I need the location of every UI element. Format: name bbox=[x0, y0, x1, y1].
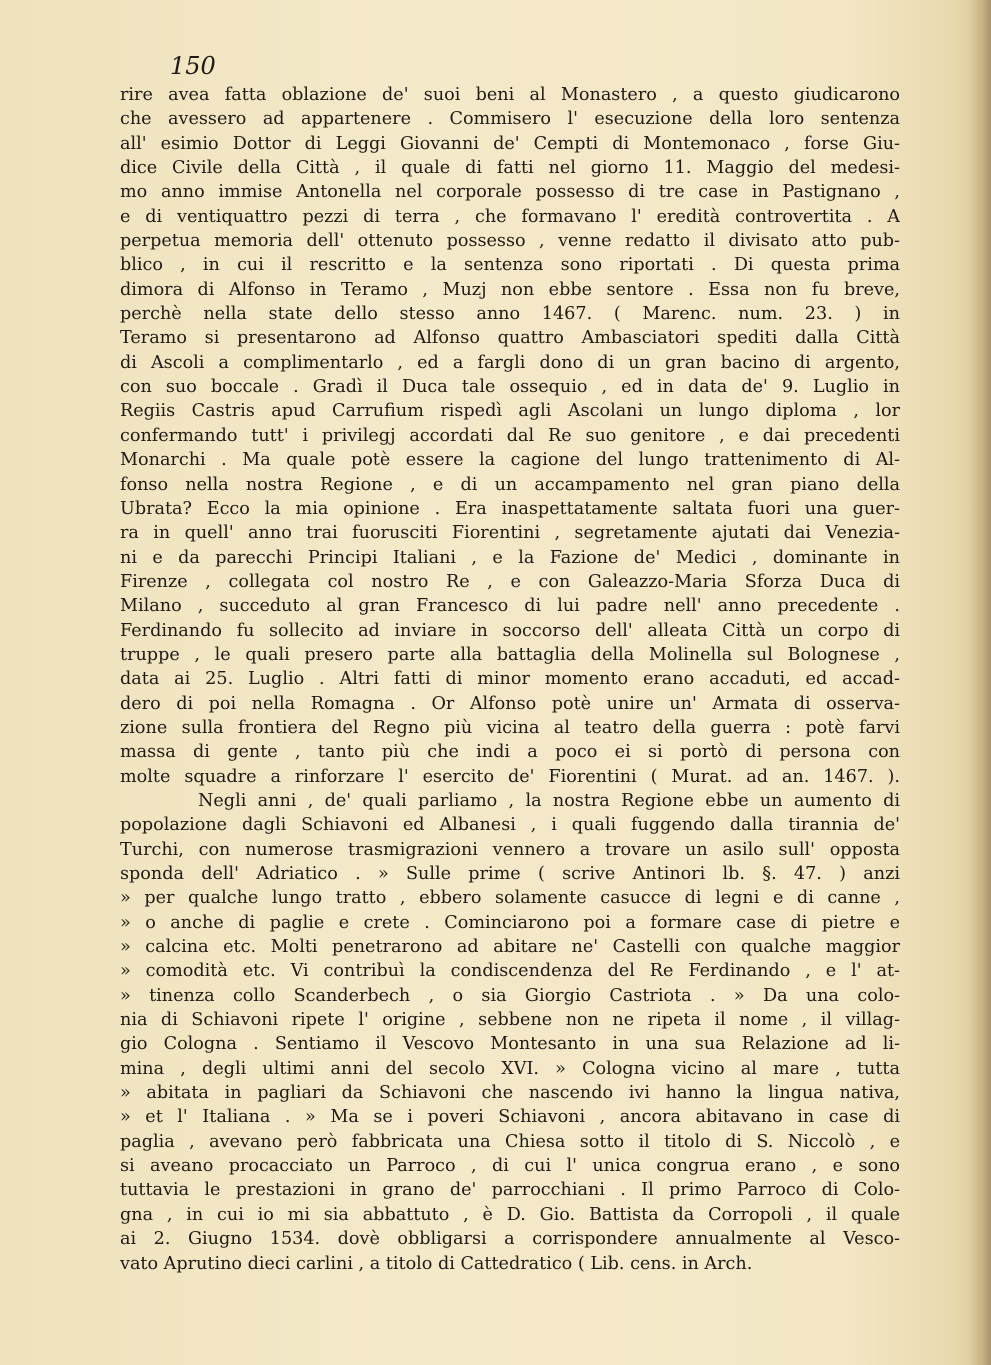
text-line: all' esimio Dottor di Leggi Giovanni de' Cempti di Montemonaco , forse Giu- bbox=[120, 133, 900, 154]
text-line: perchè nella state dello stesso anno 1467. ( Marenc. num. 23. ) in bbox=[120, 304, 900, 325]
text-line: Firenze , collegata col nostro Re , e con Galeazzo-Maria Sforza Duca di bbox=[120, 571, 900, 592]
text-line: » calcina etc. Molti penetrarono ad abitare ne' Castelli con qualche maggior bbox=[120, 937, 900, 958]
text-line: e di ventiquattro pezzi di terra , che formavano l' eredità controvertita . A bbox=[120, 206, 900, 227]
text-line: che avessero ad appartenere . Commisero l' esecuzione della loro sentenza bbox=[120, 109, 900, 130]
text-line: gna , in cui io mi sia abbattuto , è D. Gio. Battista da Corropoli , il quale bbox=[120, 1204, 900, 1225]
text-line: mo anno immise Antonella nel corporale possesso di tre case in Pastignano , bbox=[120, 182, 900, 203]
text-line: con suo boccale . Gradì il Duca tale ossequio , ed in data de' 9. Luglio in bbox=[120, 377, 900, 398]
text-line: molte squadre a rinforzare l' esercito de' Fiorentini ( Murat. ad an. 1467. ). bbox=[120, 766, 900, 787]
text-line: » tinenza collo Scanderbech , o sia Giorgio Castriota . » Da una colo- bbox=[120, 985, 900, 1006]
page-edge-shadow bbox=[969, 0, 991, 1365]
body-text bbox=[120, 83, 900, 1276]
text-line: Regiis Castris apud Carrufium rispedì agli Ascolani un lungo diploma , lor bbox=[120, 401, 900, 422]
text-line: mina , degli ultimi anni del secolo XVI. » Cologna vicino al mare , tutta bbox=[120, 1058, 900, 1079]
text-line: Ubrata? Ecco la mia opinione . Era inaspettatamente saltata fuori una guer- bbox=[120, 498, 900, 519]
text-line: ni e da parecchi Principi Italiani , e la Fazione de' Medici , dominante in bbox=[120, 547, 900, 568]
text-line: popolazione dagli Schiavoni ed Albanesi , i quali fuggendo dalla tirannia de' bbox=[120, 815, 900, 836]
paragraph-first-line: Negli anni , de' quali parliamo , la nostra Regione ebbe un aumento di bbox=[198, 790, 900, 811]
text-line: dimora di Alfonso in Teramo , Muzj non ebbe sentore . Essa non fu breve, bbox=[120, 279, 900, 300]
text-line: Turchi, con numerose trasmigrazioni vennero a trovare un asilo sull' opposta bbox=[120, 839, 900, 860]
text-line: di Ascoli a complimentarlo , ed a fargli dono di un gran bacino di argento, bbox=[120, 352, 900, 373]
text-line: si aveano procacciato un Parroco , di cui l' unica congrua erano , e sono bbox=[120, 1156, 900, 1177]
text-line: Teramo si presentarono ad Alfonso quattro Ambasciatori spediti dalla Città bbox=[120, 328, 900, 349]
text-line: » abitata in pagliari da Schiavoni che nascendo ivi hanno la lingua nativa, bbox=[120, 1083, 900, 1104]
text-line: fonso nella nostra Regione , e di un accampamento nel gran piano della bbox=[120, 474, 900, 495]
text-line: » comodità etc. Vi contribuì la condiscendenza del Re Ferdinando , e l' at- bbox=[120, 961, 900, 982]
text-line: » et l' Italiana . » Ma se i poveri Schiavoni , ancora abitavano in case di bbox=[120, 1107, 900, 1128]
text-line: truppe , le quali presero parte alla battaglia della Molinella sul Bolognese , bbox=[120, 644, 900, 665]
text-line: rire avea fatta oblazione de' suoi beni al Monastero , a questo giudicarono bbox=[120, 85, 900, 105]
text-line: data ai 25. Luglio . Altri fatti di minor momento erano accaduti, ed accad- bbox=[120, 669, 900, 690]
text-line: paglia , avevano però fabbricata una Chiesa sotto il titolo di S. Niccolò , e bbox=[120, 1131, 900, 1152]
text-line: perpetua memoria dell' ottenuto possesso , venne redatto il divisato atto pub- bbox=[120, 231, 900, 252]
text-line: » o anche di paglie e crete . Cominciarono poi a formare case di pietre e bbox=[120, 912, 900, 933]
text-line: » per qualche lungo tratto , ebbero solamente casucce di legni e di canne , bbox=[120, 888, 900, 909]
text-line: Monarchi . Ma quale potè essere la cagione del lungo trattenimento di Al- bbox=[120, 450, 900, 471]
text-line: confermando tutt' i privilegj accordati dal Re suo genitore , e dai precedenti bbox=[120, 425, 900, 446]
text-line: gio Cologna . Sentiamo il Vescovo Montesanto in una sua Relazione ad li- bbox=[120, 1034, 900, 1055]
text-line: dero di poi nella Romagna . Or Alfonso potè unire un' Armata di osserva- bbox=[120, 693, 900, 714]
page-number: 150 bbox=[170, 52, 216, 80]
text-line: ra in quell' anno trai fuorusciti Fiorentini , segretamente ajutati dai Venezia- bbox=[120, 523, 900, 544]
text-line: ai 2. Giugno 1534. dovè obbligarsi a corrispondere annualmente al Vesco- bbox=[120, 1229, 900, 1250]
text-line: vato Aprutino dieci carlini , a titolo di Cattedratico ( Lib. cens. in Arch. bbox=[120, 1253, 753, 1274]
text-line: tuttavia le prestazioni in grano de' parrocchiani . Il primo Parroco di Colo- bbox=[120, 1180, 900, 1201]
text-line: massa di gente , tanto più che indi a poco ei si portò di persona con bbox=[120, 742, 900, 763]
text-line: zione sulla frontiera del Regno più vicina al teatro della guerra : potè farvi bbox=[120, 717, 900, 738]
text-line: blico , in cui il rescritto e la sentenza sono riportati . Di questa prima bbox=[120, 255, 900, 276]
text-line: sponda dell' Adriatico . » Sulle prime ( scrive Antinori lb. §. 47. ) anzi bbox=[120, 864, 900, 884]
text-line: dice Civile della Città , il quale di fatti nel giorno 11. Maggio del medesi- bbox=[120, 158, 900, 179]
text-line: Milano , succeduto al gran Francesco di lui padre nell' anno precedente . bbox=[120, 596, 900, 617]
text-line: nia di Schiavoni ripete l' origine , sebbene non ne ripeta il nome , il villag- bbox=[120, 1010, 900, 1031]
text-line: Ferdinando fu sollecito ad inviare in soccorso dell' alleata Città un corpo di bbox=[120, 620, 900, 641]
